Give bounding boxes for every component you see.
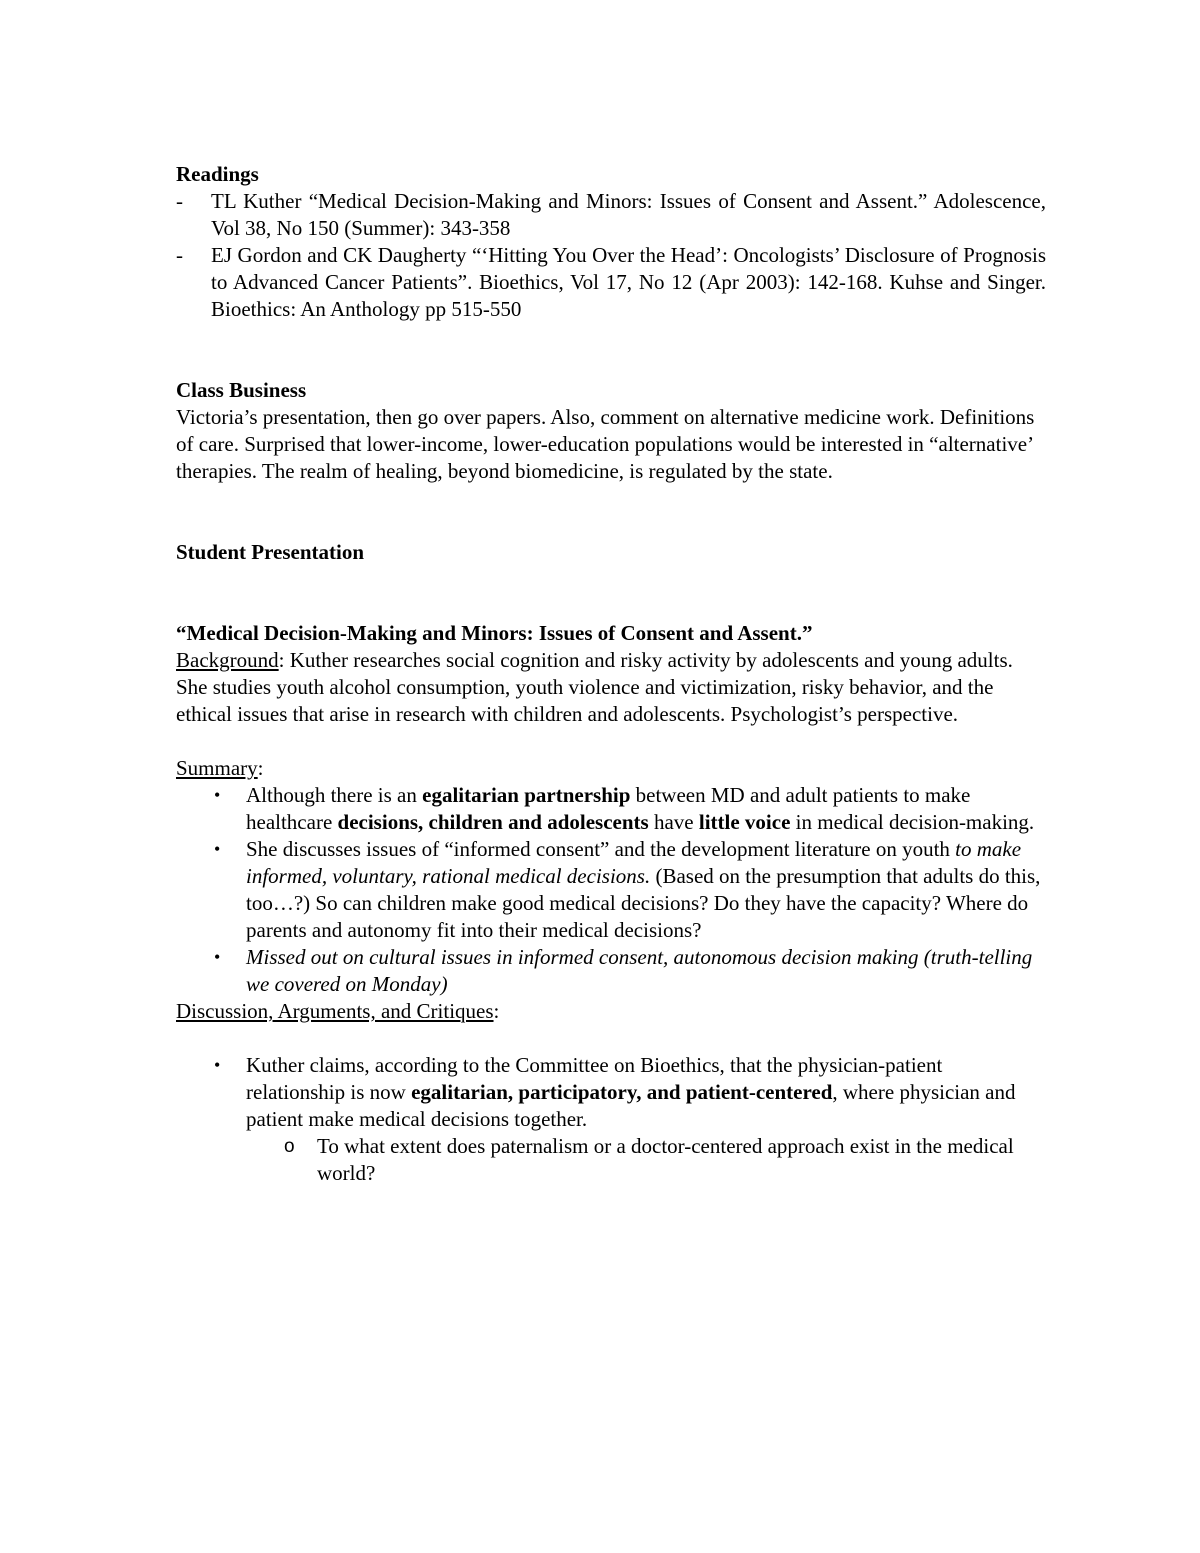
dash-marker: - bbox=[176, 189, 183, 213]
bullet-icon: • bbox=[214, 1055, 221, 1075]
bullet-icon: • bbox=[214, 947, 221, 967]
discussion-bullet: • Kuther claims, according to the Committee on Bioethics, that the physician-patient relationship is now egalitarian, participatory, and patient-centered, where physician and patient make medical decisions together. bbox=[214, 1053, 1016, 1131]
student-presentation-heading: Student Presentation bbox=[176, 540, 365, 564]
bullet-icon: • bbox=[214, 839, 221, 859]
readings-heading: Readings bbox=[176, 162, 259, 186]
discussion-label: Discussion, Arguments, and Critiques bbox=[176, 999, 494, 1023]
background-text: : Kuther researches social cognition and risky activity by adolescents and young adults. She studies youth alcohol consumption, youth violence and victimization, risky behavior, and the ethical issues that arise in research with children and adolescents. Psychologist’s perspective. bbox=[176, 648, 1013, 726]
reading-item bbox=[176, 188, 1046, 242]
discussion-sub-bullet: o To what extent does paternalism or a doctor-centered approach exist in the medical world? bbox=[284, 1134, 1014, 1185]
summary-bullet: • Missed out on cultural issues in informed consent, autonomous decision making (truth-telling we covered on Monday) bbox=[214, 945, 1033, 996]
summary-heading: Summary: bbox=[176, 756, 264, 780]
class-business-text: Victoria’s presentation, then go over papers. Also, comment on alternative medicine work. Definitions of care. Surprised that lower-income, lower-education populations would be interested in “alternative’ therapies. The realm of healing, beyond biomedicine, is regulated by the state. bbox=[176, 405, 1035, 483]
background-label: Background bbox=[176, 648, 279, 672]
bullet-icon: • bbox=[214, 785, 221, 805]
summary-bullet: • Although there is an egalitarian partnership between MD and adult patients to make healthcare decisions, children and adolescents have little voice in medical decision-making. bbox=[214, 783, 1035, 834]
summary-label: Summary bbox=[176, 756, 258, 780]
circle-bullet-icon: o bbox=[284, 1136, 295, 1157]
dash-marker: - bbox=[176, 243, 183, 267]
discussion-heading: Discussion, Arguments, and Critiques: bbox=[176, 999, 500, 1023]
reading-text: EJ Gordon and CK Daugherty “‘Hitting You Over the Head’: Oncologists’ Disclosure of Prognosis to Advanced Cancer Patients”. Bioethics, Vol 17, No 12 (Apr 2003): 142-168. Kuhse and Singer. Bioethics: An Anthology pp 515-550 bbox=[211, 243, 1046, 321]
article-title: “Medical Decision-Making and Minors: Issues of Consent and Assent.” bbox=[176, 621, 813, 645]
reading-item bbox=[176, 242, 1046, 323]
reading-text: TL Kuther “Medical Decision-Making and Minors: Issues of Consent and Assent.” Adolescence, Vol 38, No 150 (Summer): 343-358 bbox=[211, 189, 1046, 240]
background-paragraph bbox=[176, 647, 1046, 728]
class-business-heading: Class Business bbox=[176, 378, 307, 402]
summary-bullet: • She discusses issues of “informed consent” and the development literature on youth to make informed, voluntary, rational medical decisions. (Based on the presumption that adults do this, too…?) So can children make good medical decisions? Do they have the capacity? Where do parents and autonomy fit into their medical decisions? bbox=[214, 837, 1041, 942]
document-body bbox=[176, 161, 1046, 1187]
